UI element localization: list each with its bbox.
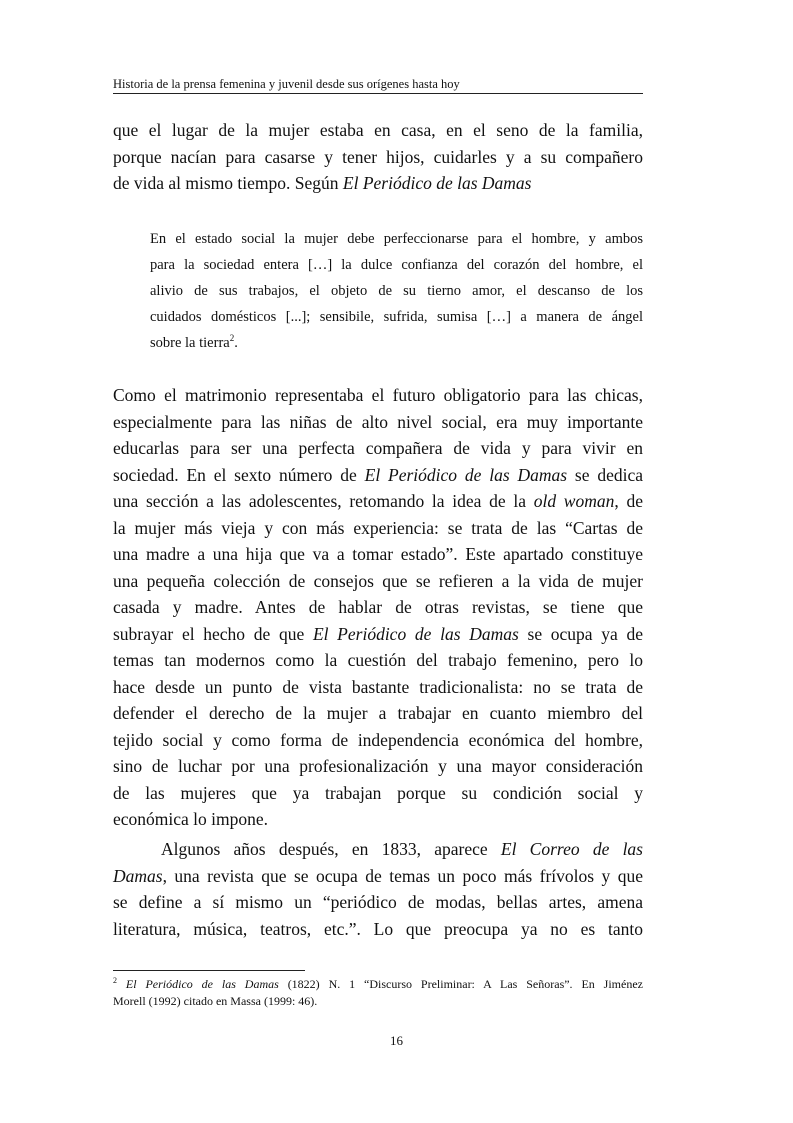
- italic-title: Damas: [113, 865, 163, 886]
- text-run: se ocupa ya de: [518, 623, 643, 644]
- text-line: Como el matrimonio representaba el futuro obligatorio para las chicas,: [113, 385, 643, 405]
- text-line: porque nacían para casarse y tener hijos, cuidarles y a su compañero: [113, 146, 643, 167]
- quote-line: alivio de sus trabajos, el objeto de su tierno amor, el descanso de los: [150, 283, 643, 299]
- paragraph-3: [113, 836, 643, 942]
- quote-line: cuidados domésticos [...]; sensibile, sufrida, sumisa […] a manera de ángel: [150, 309, 643, 325]
- italic-title: El Periódico de las Damas: [342, 173, 532, 193]
- text-line: la mujer más vieja y con más experiencia: se trata de las “Cartas de: [113, 517, 643, 538]
- text-line: [113, 863, 643, 890]
- text-line: [113, 488, 643, 515]
- running-header: Historia de la prensa femenina y juvenil desde sus orígenes hasta hoy: [113, 77, 460, 91]
- footnote: [113, 976, 643, 1010]
- text-line: tejido social y como forma de independencia económica del hombre,: [113, 729, 643, 750]
- italic-title: El Periódico de las Damas: [125, 977, 279, 991]
- italic-title: El Correo de las: [500, 839, 643, 859]
- text-run: una sección a las adolescentes, retomando la idea de la: [113, 491, 534, 511]
- quote-line: En el estado social la mujer debe perfeccionarse para el hombre, y ambos: [150, 231, 643, 247]
- footnote-number: 2: [113, 976, 117, 985]
- italic-title: El Periódico de las Damas: [312, 623, 519, 644]
- text-line: hace desde un punto de vista bastante tradicionalista: no se trata de: [113, 676, 643, 697]
- text-line: de las mujeres que ya trabajan porque su condición social y: [113, 782, 643, 803]
- text-line: [113, 836, 643, 863]
- footnote-rule: [113, 970, 305, 971]
- text-line: casada y madre. Antes de hablar de otras revistas, se tiene que: [113, 597, 643, 617]
- header-rule: [113, 93, 643, 94]
- text-line: [113, 170, 643, 197]
- text-line: [113, 621, 643, 648]
- footnote-line: [113, 976, 643, 993]
- text-run: sociedad. En el sexto número de: [113, 464, 365, 485]
- quote-line: [150, 330, 643, 356]
- text-line: educarlas para ser una perfecta compañera de vida y para vivir en: [113, 438, 643, 458]
- text-line: una pequeña colección de consejos que se refieren a la vida de mujer: [113, 570, 643, 591]
- text-line: [113, 462, 643, 489]
- paragraph-2: [113, 382, 643, 833]
- text-line: se define a sí mismo un “periódico de modas, bellas artes, amena: [113, 892, 643, 912]
- text-line: literatura, música, teatros, etc.”. Lo que preocupa ya no es tanto: [113, 918, 643, 939]
- text-line: económica lo impone.: [113, 809, 269, 829]
- text-line: temas tan modernos como la cuestión del trabajo femenino, pero lo: [113, 650, 643, 670]
- text-run: (1822) N. 1 “Discurso Preliminar: A Las Señoras”. En Jiménez: [278, 977, 643, 991]
- text-run: , una revista que se ocupa de temas un poco más frívolos y que: [162, 865, 643, 886]
- text-run: de vida al mismo tiempo. Según: [113, 173, 343, 193]
- text-line: una madre a una hija que va a tomar estado”. Este apartado constituye: [113, 544, 643, 564]
- text-run: Algunos años después, en 1833, aparece: [161, 839, 501, 859]
- text-run: .: [234, 335, 238, 351]
- footnote-ref: 2: [229, 333, 235, 344]
- text-line: especialmente para las niñas de alto nivel social, era muy importante: [113, 411, 643, 432]
- text-line: sino de luchar por una profesionalización y una mayor consideración: [113, 756, 643, 776]
- paragraph-1: [113, 117, 643, 197]
- text-run: se dedica: [567, 464, 643, 485]
- text-run: subrayar el hecho de que: [113, 623, 313, 644]
- text-run: , de: [614, 491, 643, 511]
- italic-title: El Periódico de las Damas: [364, 464, 568, 485]
- quote-line: para la sociedad entera […] la dulce confianza del corazón del hombre, el: [150, 257, 643, 273]
- text-line: defender el derecho de la mujer a trabajar en cuanto miembro del: [113, 703, 643, 723]
- text-line: que el lugar de la mujer estaba en casa, en el seno de la familia,: [113, 120, 643, 140]
- block-quote: [150, 226, 643, 356]
- page-number: 16: [390, 1033, 403, 1048]
- footnote-line: Morell (1992) citado en Massa (1999: 46).: [113, 994, 318, 1008]
- text-run: sobre la tierra: [150, 335, 230, 351]
- italic-term: old woman: [533, 491, 615, 511]
